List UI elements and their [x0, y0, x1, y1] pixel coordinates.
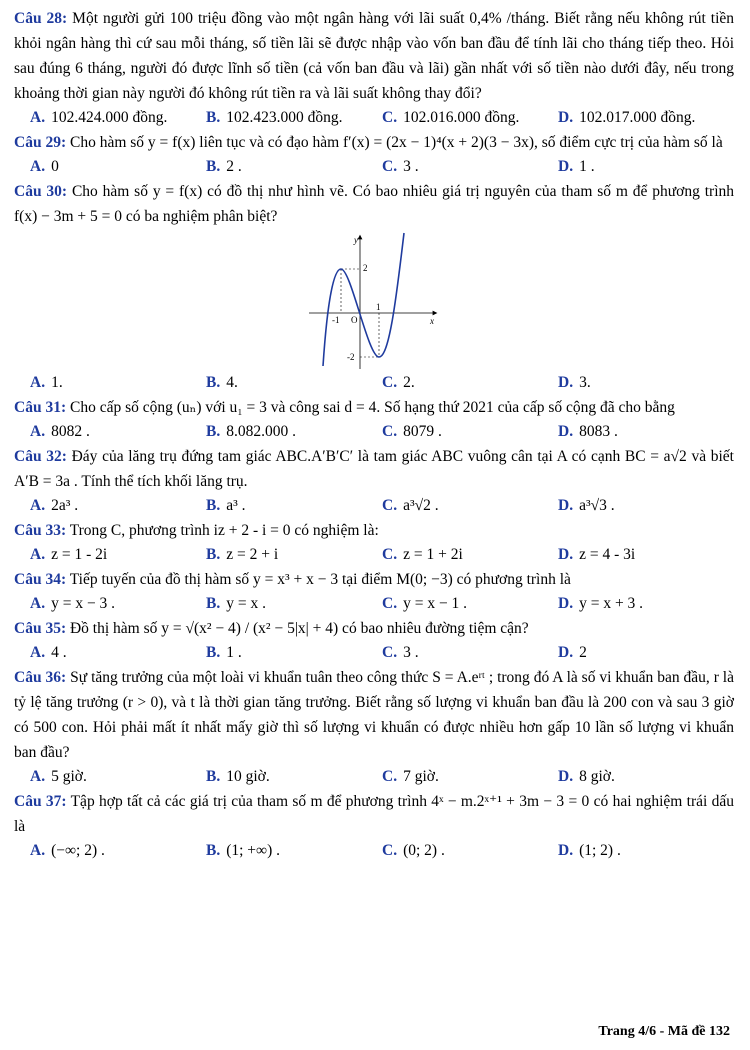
option-b[interactable]: B. a³ .	[206, 497, 246, 514]
option-c[interactable]: C. 3 .	[382, 644, 419, 661]
option-b[interactable]: B. 4.	[206, 374, 238, 391]
question-text: Cho hàm số y = f(x) có đồ thị như hình vẽ. Có bao nhiêu giá trị nguyên của tham số m để phương trình f(x) − 3m + 5 = 0 có ba nghiệm phân biệt?	[14, 183, 735, 225]
question-31	[14, 395, 734, 444]
dash-min	[360, 313, 379, 357]
question-text: Sự tăng trưởng của một loài vi khuẩn tuân theo công thức S = A.eʳᵗ ; trong đó A là số vi khuẩn ban đầu, r là tỷ lệ tăng trưởng (r > 0), và t là thời gian tăng trưởng. Biết rằng số lượng vi khuẩn ban đầu là 200 con và sau 3 giờ có 500 con. Hỏi phải mất ít nhất mấy giờ thì số lượng vi khuẩn có được nhiều hơn gấp 10 lần số lượng vi khuẩn ban đầu?	[14, 669, 734, 761]
option-b[interactable]: B. 8.082.000 .	[206, 423, 296, 440]
function-curve	[323, 233, 404, 366]
question-number: Câu 36:	[14, 669, 67, 686]
option-d[interactable]: D. 2	[558, 644, 587, 661]
question-text: Cho cấp số cộng (uₙ) với u₁ = 3 và công sai d = 4. Số hạng thứ 2021 của cấp số cộng đã cho bằng	[69, 399, 675, 416]
question-number: Câu 28:	[14, 10, 68, 27]
option-a[interactable]: A. 4 .	[30, 644, 67, 661]
question-number: Câu 33:	[14, 522, 67, 539]
question-29	[14, 130, 734, 179]
question-number: Câu 31:	[14, 399, 67, 416]
question-33	[14, 518, 734, 567]
option-a[interactable]: A. (−∞; 2) .	[30, 842, 105, 859]
question-text: Tiếp tuyến của đồ thị hàm số y = x³ + x − 3 tại điểm M(0; −3) có phương trình là	[69, 571, 571, 588]
option-b[interactable]: B. y = x .	[206, 595, 266, 612]
tick-x-left: -1	[332, 315, 340, 325]
origin-label: O	[351, 315, 358, 325]
answer-options	[14, 592, 734, 616]
option-b[interactable]: B. 1 .	[206, 644, 242, 661]
cubic-graph-svg	[303, 231, 443, 371]
option-c[interactable]: C. 3 .	[382, 158, 419, 175]
question-text: Cho hàm số y = f(x) liên tục và có đạo hàm f′(x) = (2x − 1)⁴(x + 2)(3 − 3x), số điểm cực trị của hàm số là	[69, 134, 723, 151]
option-a[interactable]: A. y = x − 3 .	[30, 595, 116, 612]
option-c[interactable]: C. y = x − 1 .	[382, 595, 468, 612]
option-c[interactable]: C. 102.016.000 đồng.	[382, 109, 520, 126]
option-c[interactable]: C. 8079 .	[382, 423, 442, 440]
option-d[interactable]: D. 8 giờ.	[558, 768, 615, 785]
option-b[interactable]: B. 10 giờ.	[206, 768, 270, 785]
answer-options	[14, 839, 734, 863]
option-d[interactable]: D. 8083 .	[558, 423, 618, 440]
option-b[interactable]: B. z = 2 + i	[206, 546, 279, 563]
x-axis-label: x	[430, 316, 434, 326]
page-footer: Trang 4/6 - Mã đề 132	[598, 1024, 730, 1039]
answer-options	[14, 155, 734, 179]
y-axis-label: y	[354, 235, 358, 245]
option-a[interactable]: A. z = 1 - 2i	[30, 546, 108, 563]
option-d[interactable]: D. 1 .	[558, 158, 595, 175]
question-30	[14, 179, 734, 395]
question-37	[14, 789, 734, 863]
option-b[interactable]: B. 2 .	[206, 158, 242, 175]
option-c[interactable]: C. z = 1 + 2i	[382, 546, 463, 563]
answer-options	[14, 765, 734, 789]
question-36	[14, 665, 734, 789]
question-number: Câu 35:	[14, 620, 67, 637]
question-text: Đáy của lăng trụ đứng tam giác ABC.A′B′C′ là tam giác ABC vuông cân tại A có cạnh BC = a√2 và biết A′B = 3a . Tính thể tích khối lăng trụ.	[14, 448, 734, 490]
option-c[interactable]: C. 2.	[382, 374, 415, 391]
option-c[interactable]: C. 7 giờ.	[382, 768, 439, 785]
option-d[interactable]: D. z = 4 - 3i	[558, 546, 636, 563]
exam-page	[14, 6, 734, 863]
option-d[interactable]: D. 102.017.000 đồng.	[558, 109, 696, 126]
question-number: Câu 34:	[14, 571, 67, 588]
function-graph	[303, 231, 443, 371]
question-35	[14, 616, 734, 665]
question-text: Đồ thị hàm số y = √(x² − 4) / (x² − 5|x| + 4) có bao nhiêu đường tiệm cận?	[69, 620, 529, 637]
option-b[interactable]: B. (1; +∞) .	[206, 842, 281, 859]
option-a[interactable]: A. 102.424.000 đồng.	[30, 109, 168, 126]
option-a[interactable]: A. 2a³ .	[30, 497, 79, 514]
answer-options	[14, 494, 734, 518]
option-a[interactable]: A. 1.	[30, 374, 63, 391]
option-d[interactable]: D. y = x + 3 .	[558, 595, 644, 612]
question-text: Một người gửi 100 triệu đồng vào một ngân hàng với lãi suất 0,4% /tháng. Biết rằng nếu không rút tiền khỏi ngân hàng thì cứ sau mỗi tháng, số tiền lãi sẽ được nhập vào vốn ban đầu để tính lãi cho tháng tiếp theo. Hỏi sau đúng 6 tháng, người đó được lĩnh số tiền (cả vốn ban đầu và lãi) gần nhất với số tiền nào dưới đây, nếu trong khoảng thời gian này người đó không rút tiền ra và lãi suất không thay đổi?	[14, 10, 735, 102]
answer-options	[14, 543, 734, 567]
tick-y-top: 2	[363, 263, 368, 273]
tick-x-right: 1	[376, 302, 381, 312]
question-text: Tập hợp tất cả các giá trị của tham số m để phương trình 4ˣ − m.2ˣ⁺¹ + 3m − 3 = 0 có hai nghiệm trái dấu là	[14, 793, 734, 835]
question-number: Câu 32:	[14, 448, 67, 465]
option-d[interactable]: D. 3.	[558, 374, 591, 391]
option-a[interactable]: A. 8082 .	[30, 423, 90, 440]
question-28	[14, 6, 734, 130]
question-number: Câu 30:	[14, 183, 68, 200]
option-a[interactable]: A. 5 giờ.	[30, 768, 87, 785]
answer-options	[14, 641, 734, 665]
question-32	[14, 444, 734, 518]
option-d[interactable]: D. a³√3 .	[558, 497, 615, 514]
question-34	[14, 567, 734, 616]
option-c[interactable]: C. a³√2 .	[382, 497, 439, 514]
option-b[interactable]: B. 102.423.000 đồng.	[206, 109, 343, 126]
question-number: Câu 29:	[14, 134, 67, 151]
question-text: Trong C, phương trình iz + 2 - i = 0 có nghiệm là:	[69, 522, 379, 539]
option-c[interactable]: C. (0; 2) .	[382, 842, 445, 859]
answer-options	[14, 106, 734, 130]
option-d[interactable]: D. (1; 2) .	[558, 842, 621, 859]
answer-options	[14, 420, 734, 444]
question-number: Câu 37:	[14, 793, 67, 810]
tick-y-bottom: -2	[347, 352, 355, 362]
option-a[interactable]: A. 0	[30, 158, 59, 175]
answer-options	[14, 371, 734, 395]
